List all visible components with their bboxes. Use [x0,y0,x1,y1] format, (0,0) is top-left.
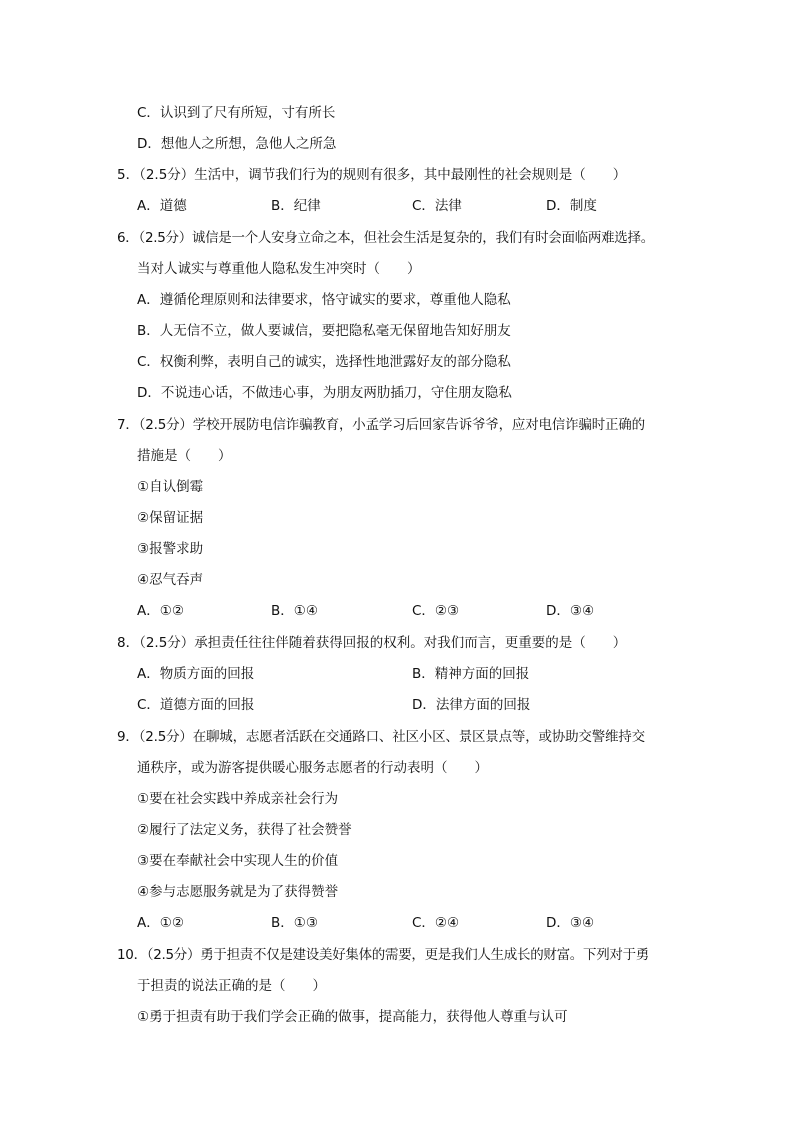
q10-item-1: ①勇于担责有助于我们学会正确的做事，提高能力，获得他人尊重与认可 [137,1009,568,1025]
q7-option-c: C．②③ [412,603,460,619]
q7-option-a: A．①② [137,603,184,619]
q6-option-b: B．人无信不立，做人要诚信，要把隐私毫无保留地告知好朋友 [137,323,511,339]
q5-option-c: C．法律 [412,198,462,214]
q7-option-d: D．③④ [546,603,595,619]
q7-item-1: ①自认倒霉 [137,479,204,495]
q9-item-4: ④参与志愿服务就是为了获得赞誉 [137,884,339,900]
q4-option-d: D．想他人之所想，急他人之所急 [137,136,337,152]
q9-stem-line1: 9．（2.5分）在聊城，志愿者活跃在交通路口、社区小区、景区景点等，或协助交警维持交 [117,729,645,745]
q4-option-c: C．认识到了尺有所短，寸有所长 [137,105,336,121]
q5-option-a: A．道德 [137,198,187,214]
q9-option-a: A．①② [137,915,184,931]
q9-stem-line2: 通秩序，或为游客提供暖心服务志愿者的行动表明（ ） [137,760,488,776]
q9-item-1: ①要在社会实践中养成亲社会行为 [137,791,339,807]
q5-stem: 5．（2.5分）生活中，调节我们行为的规则有很多，其中最刚性的社会规则是（ ） [117,167,627,183]
q7-stem-line1: 7．（2.5分）学校开展防电信诈骗教育，小孟学习后回家告诉爷爷，应对电信诈骗时正确的 [117,417,645,433]
q5-option-d: D．制度 [546,198,597,214]
q8-option-a: A．物质方面的回报 [137,666,255,682]
q7-item-3: ③报警求助 [137,541,204,557]
q9-option-b: B．①③ [271,915,318,931]
q6-option-d: D．不说违心话，不做违心事，为朋友两肋插刀，守住朋友隐私 [137,385,512,401]
q8-option-b: B．精神方面的回报 [412,666,530,682]
q7-option-b: B．①④ [271,603,318,619]
q5-option-b: B．纪律 [271,198,321,214]
q9-item-2: ②履行了法定义务，获得了社会赞誉 [137,822,352,838]
q10-stem-line2: 于担责的说法正确的是（ ） [137,978,326,994]
q8-option-d: D．法律方面的回报 [412,697,531,713]
q6-stem-line2: 当对人诚实与尊重他人隐私发生冲突时（ ） [137,261,421,277]
q7-item-2: ②保留证据 [137,510,204,526]
q7-item-4: ④忍气吞声 [137,572,204,588]
q6-option-c: C．权衡利弊，表明自己的诚实，选择性地泄露好友的部分隐私 [137,354,511,370]
q10-stem-line1: 10．（2.5分）勇于担责不仅是建设美好集体的需要，更是我们人生成长的财富。下列对于勇 [117,947,649,963]
q9-item-3: ③要在奉献社会中实现人生的价值 [137,853,339,869]
q7-stem-line2: 措施是（ ） [137,448,232,464]
q8-option-c: C．道德方面的回报 [137,697,255,713]
q8-stem: 8．（2.5分）承担责任往往伴随着获得回报的权利。对我们而言，更重要的是（ ） [117,635,627,651]
q9-option-c: C．②④ [412,915,460,931]
q6-option-a: A．遵循伦理原则和法律要求，恪守诚实的要求，尊重他人隐私 [137,292,511,308]
q9-option-d: D．③④ [546,915,595,931]
q6-stem-line1: 6．（2.5分）诚信是一个人安身立命之本，但社会生活是复杂的，我们有时会面临两难选择。 [117,230,654,246]
